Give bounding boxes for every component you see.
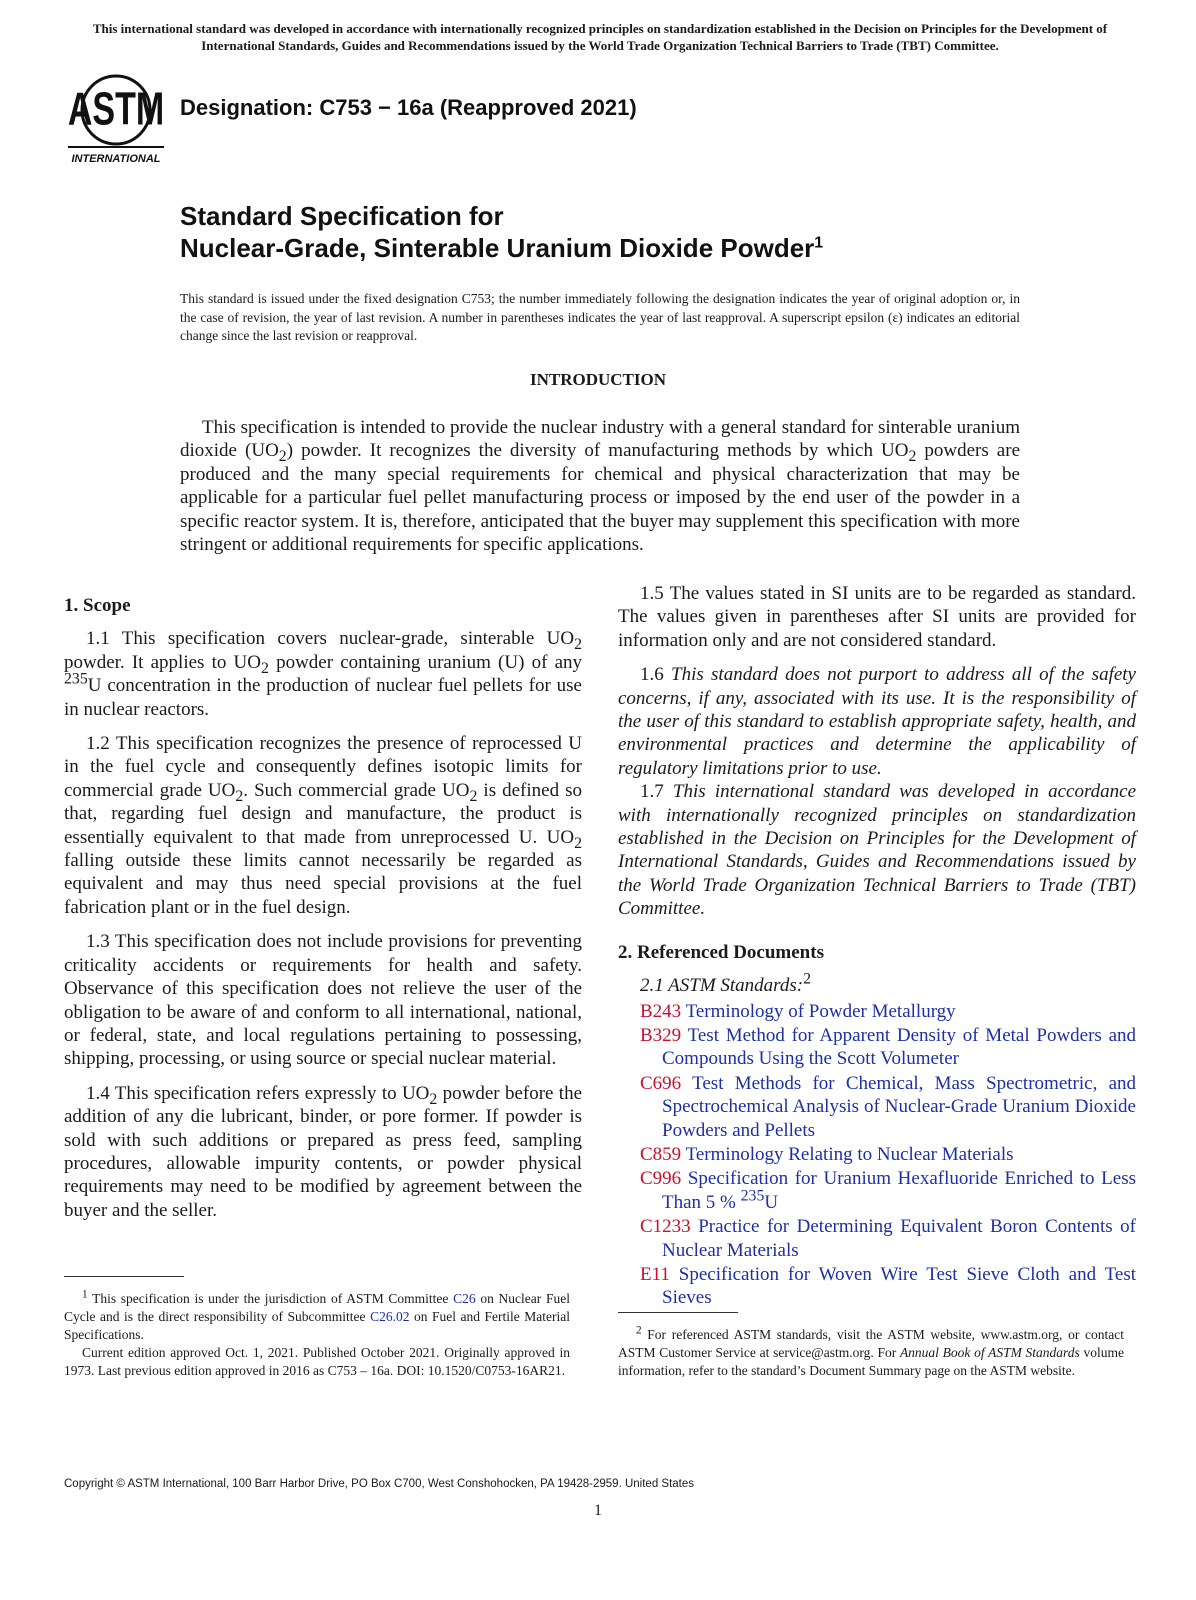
document-title: [180, 200, 823, 264]
scope-1-2: 1.2 This specification recognizes the presence of reprocessed U in the fuel cycle and consequently defines isotopic limits for commercial grade $UO_2$. Such commercial grade $UO_2$ is defined so that, regarding fuel design and manufacture, the product is essentially equivalent to that made from unreprocessed U. $UO_2$ falling outside these limits cannot necessarily be regarded as equivalent and may thus need special provisions at the fuel fabrication plant or in the fuel design.: [64, 733, 583, 918]
reference-link-b243[interactable]: B243 Terminology of Powder Metallurgy: [640, 1000, 956, 1022]
astm-logo: [64, 72, 168, 168]
svg-text:INTERNATIONAL: INTERNATIONAL: [71, 153, 161, 165]
title-line-1: Standard Specification for: [180, 201, 504, 231]
reference-link-c696[interactable]: C696 Test Methods for Chemical, Mass Spectrometric, and Spectrochemical Analysis of Nuclear-Grade Uranium Dioxide Powders and Pellets: [640, 1072, 1136, 1141]
footnote-rule-left: [64, 1276, 184, 1277]
standard-notice: This international standard was developed in accordance with internationally recognized principles on standardization established in the Decision on Principles for the Development of International Standards, Guides and Recommendations issued by the World Trade Organization Technical Barriers to Trade (TBT) Committee.: [92, 21, 1108, 53]
left-column: [64, 594, 582, 1233]
designation: Designation: C753 − 16a (Reapproved 2021): [180, 95, 637, 120]
title-line-2: Nuclear-Grade, Sinterable Uranium Dioxide Powder$^1$: [180, 233, 824, 263]
reference-link-c996[interactable]: C996 Specification for Uranium Hexafluoride Enriched to Less Than 5 % $^{235}$U: [640, 1168, 1136, 1213]
subcommittee-c26-02-link[interactable]: C26.02: [370, 1309, 410, 1324]
introduction-heading: INTRODUCTION: [529, 370, 667, 389]
scope-1-1: 1.1 This specification covers nuclear-grade, sinterable $UO_2$ powder. It applies to $UO_2$ powder containing uranium (U) of any $^{235}$U concentration in the production of nuclear fuel pellets for use in nuclear reactors.: [64, 628, 583, 720]
scope-1-5: 1.5 The values stated in SI units are to be regarded as standard. The values given in parentheses after SI units are provided for information only and are not considered standard.: [618, 583, 1136, 651]
scope-heading: 1. Scope: [64, 595, 131, 616]
reference-link-c1233[interactable]: C1233 Practice for Determining Equivalent Boron Contents of Nuclear Materials: [640, 1216, 1136, 1261]
reference-link-b329[interactable]: B329 Test Method for Apparent Density of Metal Powders and Compounds Using the Scott Volumeter: [640, 1024, 1136, 1070]
introduction-text: This specification is intended to provide the nuclear industry with a general standard for sinterable uranium dioxide $(UO_2)$ powder. It recognizes the diversity of manufacturing methods by which $UO_2$ powders are produced and the many special requirements for chemical and physical characterization that may be applicable for a particular fuel pellet manufacturing process or imposed by the end user of the powder in a specific reactor system. It is, therefore, anticipated that the buyer may supplement this specification with more stringent or additional requirements for specific applications.: [180, 417, 1020, 556]
svg-text:ASTM: ASTM: [67, 82, 165, 135]
title-footnote-mark: 1: [814, 234, 824, 252]
footnote-rule-right: [618, 1312, 738, 1313]
copyright-line: Copyright © ASTM International, 100 Barr Harbor Drive, PO Box C700, West Conshohocken, PA 19428-2959. United States: [64, 1478, 695, 1490]
footnote-1: $^1$ This specification is under the jurisdiction of ASTM Committee C26 on Nuclear Fuel Cycle and is the direct responsibility of Subcommittee C26.02 on Fuel and Fertile Material Specifications. Current edition approved Oct. 1, 2021. Published October 2021. Originally approved in 1973. Last previous edition approved in 2016 as C753 – 16a. DOI: 10.1520/C0753-16AR21.: [64, 1288, 570, 1378]
page-number: 1: [594, 1502, 602, 1519]
committee-c26-link[interactable]: C26: [453, 1291, 476, 1306]
footnote-2: $^2$ For referenced ASTM standards, visit the ASTM website, www.astm.org, or contact ASTM Customer Service at service@astm.org. For Annual Book of ASTM Standards volume information, refer to the standard’s Document Summary page on the ASTM website.: [618, 1324, 1125, 1378]
reference-link-c859[interactable]: C859 Terminology Relating to Nuclear Materials: [640, 1143, 1014, 1165]
astm-standards-subheading: 2.1 ASTM Standards:$^2$: [640, 970, 812, 997]
footnote-1-edition: Current edition approved Oct. 1, 2021. Published October 2021. Originally approved in 1973. Last previous edition approved in 2016 as C753 – 16a. DOI: 10.1520/C0753-16AR21.: [64, 1345, 570, 1378]
referenced-documents-heading: 2. Referenced Documents: [618, 941, 824, 963]
scope-1-7: 1.7 This international standard was developed in accordance with internationally recognized principles on standardization established in the Decision on Principles for the Development of International Standards, Guides and Recommendations issued by the World Trade Organization Technical Barriers to Trade (TBT) Committee.: [618, 781, 1137, 920]
reference-link-e11[interactable]: E11 Specification for Woven Wire Test Sieve Cloth and Test Sieves: [640, 1263, 1136, 1309]
right-column: [618, 582, 1136, 1311]
scope-1-6: 1.6 This standard does not purport to address all of the safety concerns, if any, associated with its use. It is the responsibility of the user of this standard to establish appropriate safety, health, and environmental practices and determine the applicability of regulatory limitations prior to use.: [618, 664, 1136, 779]
astm-logo-icon: [64, 72, 168, 168]
issue-note: This standard is issued under the fixed designation C753; the number immediately following the designation indicates the year of original adoption or, in the case of revision, the year of last revision. A number in parentheses indicates the year of last reapproval. A superscript epsilon (ε) indicates an editorial change since the last revision or reapproval.: [180, 291, 1020, 343]
scope-1-3: 1.3 This specification does not include provisions for preventing criticality accidents or requirements for health and safety. Observance of this specification does not relieve the user of the obligation to be aware of and conform to all international, national, or federal, state, and local regulations pertaining to possessing, shipping, processing, or using source or special nuclear material.: [64, 931, 582, 1070]
scope-1-4: 1.4 This specification refers expressly to $UO_2$ powder before the addition of any die lubricant, binder, or pore former. If powder is sold with such additions or prepared as press feed, sampling procedures, allowable impurity contents, or powder physical requirements may need to be modified by agreement between the buyer and the seller.: [64, 1082, 583, 1221]
